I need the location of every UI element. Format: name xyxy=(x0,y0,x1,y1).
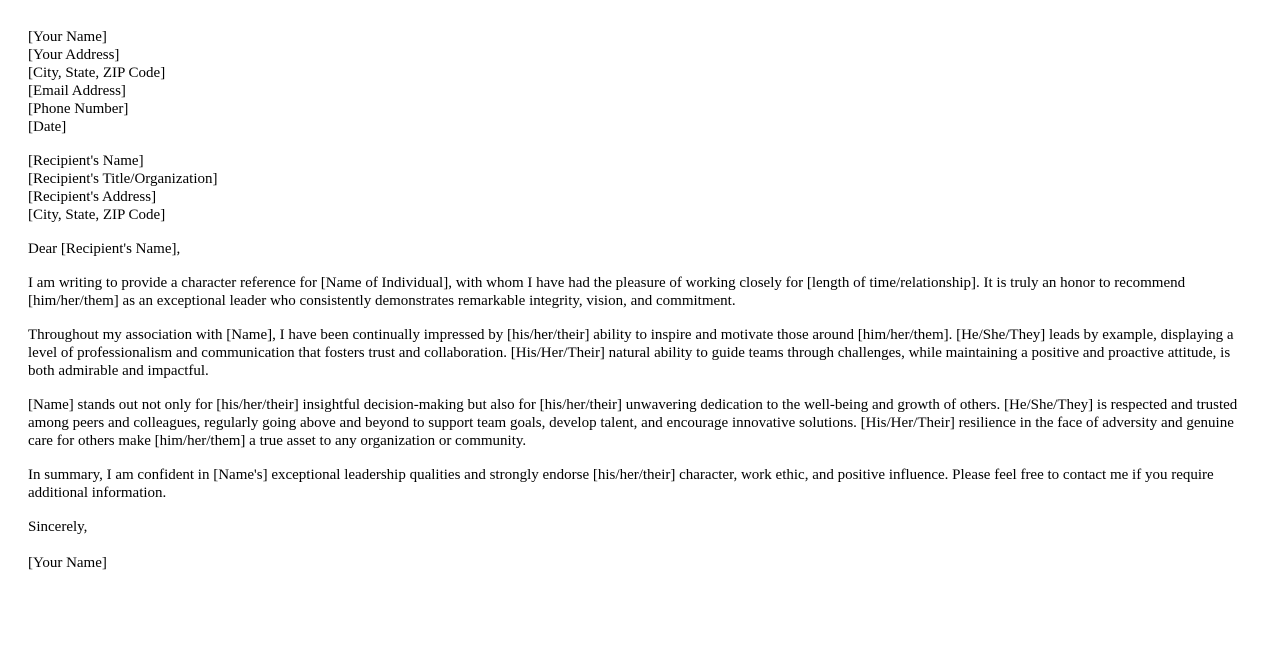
salutation: Dear [Recipient's Name], xyxy=(28,241,181,257)
body-paragraph-leadership: Throughout my association with [Name], I have been continually impressed by [his/her/their] ability to inspire and motivate those around [him/her/them]. [He/She/They] leads by example, displaying a level of professionalism and communication that fosters trust and collaboration. [His/Her/Their] natural ability to guide teams through challenges, while maintaining a positive and proactive attitude, is both admirable and impactful. xyxy=(28,327,1234,379)
recipient-title-organization: [Recipient's Title/Organization] xyxy=(28,171,218,187)
sender-address: [Your Address] xyxy=(28,47,120,63)
recipient-city-state-zip: [City, State, ZIP Code] xyxy=(28,207,166,223)
body-paragraph-summary: In summary, I am confident in [Name's] exceptional leadership qualities and strongly endorse [his/her/their] character, work ethic, and positive influence. Please feel free to contact me if you require additional information. xyxy=(28,467,1214,501)
recipient-address: [Recipient's Address] xyxy=(28,189,157,205)
body-paragraph-intro: I am writing to provide a character reference for [Name of Individual], with whom I have had the pleasure of working closely for [length of time/relationship]. It is truly an honor to recommend [him/her/them] as an exceptional leader who consistently demonstrates remarkable integrity, vision, and commitment. xyxy=(28,275,1186,309)
signature-name: [Your Name] xyxy=(28,555,107,571)
closing: Sincerely, xyxy=(28,519,88,535)
recipient-address-block xyxy=(28,152,1250,224)
body-paragraph-qualities: [Name] stands out not only for [his/her/their] insightful decision-making but also for [his/her/their] unwavering dedication to the well-being and growth of others. [He/She/They] is respected and trusted among peers and colleagues, regularly going above and beyond to support team goals, develop talent, and encourage innovative solutions. [His/Her/Their] resilience in the face of adversity and genuine care for others make [him/her/them] a true asset to any organization or community. xyxy=(28,397,1238,449)
letter-date: [Date] xyxy=(28,119,67,135)
sender-name: [Your Name] xyxy=(28,29,107,45)
letter-document xyxy=(28,28,1250,588)
sender-email: [Email Address] xyxy=(28,83,126,99)
sender-city-state-zip: [City, State, ZIP Code] xyxy=(28,65,166,81)
sender-address-block xyxy=(28,28,1250,136)
recipient-name: [Recipient's Name] xyxy=(28,153,144,169)
sender-phone: [Phone Number] xyxy=(28,101,129,117)
